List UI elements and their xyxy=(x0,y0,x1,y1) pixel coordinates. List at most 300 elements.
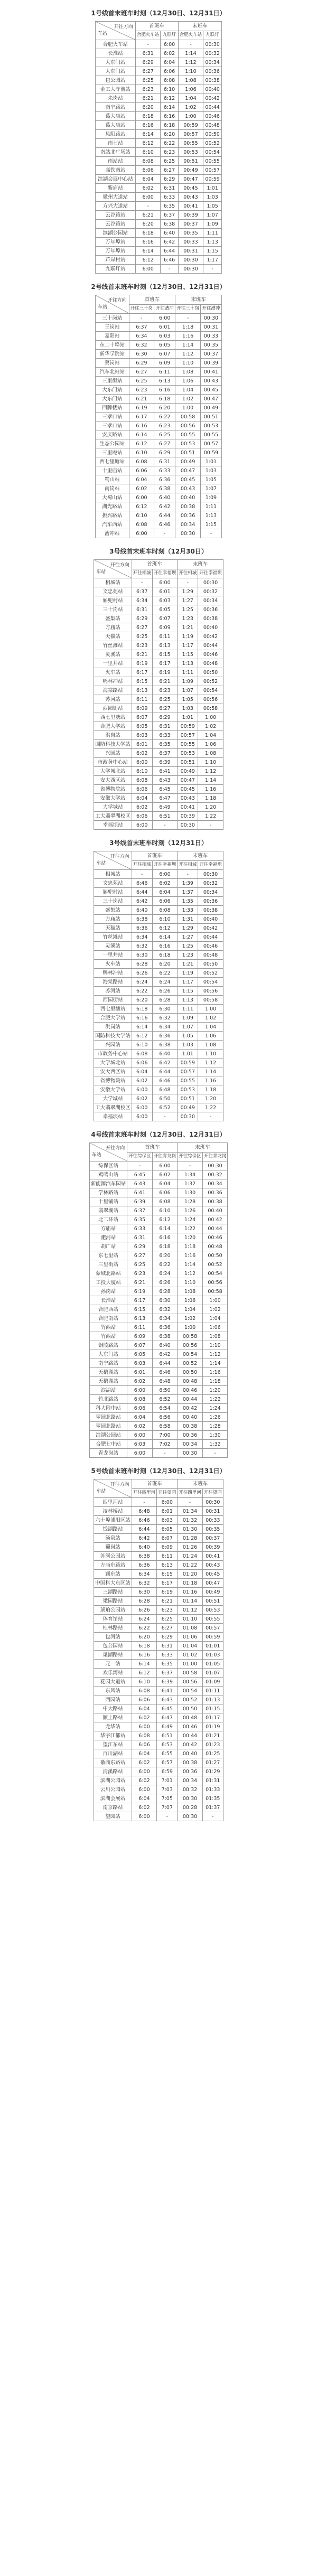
table-row xyxy=(94,668,223,677)
time-cell: 6:08 xyxy=(152,906,178,915)
time-cell: 6:03 xyxy=(157,1516,178,1525)
time-cell: 1:20 xyxy=(202,1386,228,1395)
time-cell: 00:36 xyxy=(178,1767,203,1776)
time-cell: 1:27 xyxy=(178,933,198,942)
time-cell: 6:00 xyxy=(132,1812,157,1821)
time-cell: 6:03 xyxy=(154,332,175,341)
time-cell: 6:27 xyxy=(154,439,175,448)
table-row xyxy=(94,1615,223,1624)
table-row xyxy=(94,1534,223,1543)
station-name: 西园街站 xyxy=(94,704,132,713)
table-row xyxy=(89,1404,228,1413)
time-cell: 1:07 xyxy=(178,686,198,695)
table-row xyxy=(94,1579,223,1588)
time-cell: 6:12 xyxy=(135,256,161,265)
time-cell: 6:03 xyxy=(127,1359,153,1368)
table-row xyxy=(89,1161,228,1170)
station-name: 东风站 xyxy=(94,1687,132,1696)
time-cell: 6:00 xyxy=(127,1449,153,1458)
time-cell: 1:03 xyxy=(203,193,222,202)
time-cell: 1:07 xyxy=(203,211,222,220)
time-cell: 6:27 xyxy=(152,704,178,713)
station-name: 三里街站 xyxy=(89,1260,127,1269)
time-cell: 1:09 xyxy=(178,1014,198,1023)
time-cell: 00:33 xyxy=(178,238,203,247)
time-cell: 00:53 xyxy=(178,148,203,157)
time-cell: 6:08 xyxy=(132,1050,152,1058)
time-cell: 00:35 xyxy=(202,1525,223,1534)
time-cell: 6:19 xyxy=(157,1588,178,1597)
time-cell: 6:10 xyxy=(129,448,154,457)
table-row xyxy=(94,1740,223,1749)
station-name: 苏河公园站 xyxy=(94,1552,132,1561)
time-cell: 6:10 xyxy=(132,1041,152,1050)
table-row xyxy=(94,740,223,749)
table-row xyxy=(94,587,223,596)
station-name: 青龙岗站 xyxy=(89,1449,127,1458)
station-name: 一里井站 xyxy=(94,951,132,960)
table-row xyxy=(94,1776,223,1785)
time-cell: 00:34 xyxy=(202,1179,228,1188)
time-cell: 6:08 xyxy=(161,76,178,85)
time-cell: - xyxy=(132,1498,157,1507)
time-cell: 6:06 xyxy=(135,166,161,175)
time-cell: 00:51 xyxy=(178,758,198,767)
table-row xyxy=(94,1543,223,1552)
table-row xyxy=(89,1350,228,1359)
time-cell: 1:08 xyxy=(202,1332,228,1341)
station-name: 合肥南站 xyxy=(89,1314,127,1323)
time-cell: 01:28 xyxy=(178,1534,203,1543)
time-cell: 00:51 xyxy=(202,1597,223,1606)
direction-header: 开往望园 xyxy=(202,1488,223,1498)
direction-header: 开往幸福坝 xyxy=(152,569,178,578)
time-cell: 00:45 xyxy=(178,184,203,193)
table-row xyxy=(96,413,222,421)
table-row xyxy=(94,1669,223,1678)
time-cell: 00:52 xyxy=(178,1696,203,1704)
table-row xyxy=(89,1179,228,1188)
time-cell: 1:09 xyxy=(203,220,222,229)
time-cell: 6:04 xyxy=(152,1179,178,1188)
time-cell: 01:22 xyxy=(178,1561,203,1570)
time-cell: 00:44 xyxy=(178,1731,203,1740)
time-cell: 6:12 xyxy=(135,139,161,148)
time-cell: 1:16 xyxy=(202,1368,228,1377)
table-row xyxy=(96,421,222,430)
time-cell: 6:10 xyxy=(152,1206,178,1215)
time-cell: 1:13 xyxy=(203,238,222,247)
time-cell: - xyxy=(135,202,161,211)
table-row xyxy=(94,578,223,587)
time-cell: 6:49 xyxy=(157,1722,178,1731)
station-name: 包河站 xyxy=(94,1633,132,1642)
time-cell: 6:29 xyxy=(152,713,178,722)
station-name: 凤阳路站 xyxy=(96,130,136,139)
time-cell: 00:56 xyxy=(202,1278,228,1287)
time-cell: 1:28 xyxy=(178,1197,203,1206)
station-name: 大学城北站 xyxy=(94,767,132,776)
time-cell: 00:40 xyxy=(198,915,223,924)
time-cell: 01:01 xyxy=(202,1642,223,1651)
time-cell: 6:04 xyxy=(161,58,178,67)
time-cell: 1:02 xyxy=(198,722,223,731)
time-cell: 6:32 xyxy=(152,1014,178,1023)
time-cell: 6:02 xyxy=(127,1377,153,1386)
table-row xyxy=(96,112,222,121)
direction-header: 开往漕冲 xyxy=(200,304,221,314)
time-cell: 6:27 xyxy=(132,623,152,632)
time-cell: 6:11 xyxy=(127,1323,153,1332)
time-cell: 1:16 xyxy=(198,1076,223,1085)
direction-header: 开往综保区 xyxy=(178,1152,203,1161)
time-cell: 1:01 xyxy=(178,713,198,722)
time-cell: 6:09 xyxy=(152,623,178,632)
table-row xyxy=(94,704,223,713)
station-name: 合肥西站 xyxy=(89,1305,127,1314)
station-name: 方庙站 xyxy=(89,1224,127,1233)
station-name: 盛集站 xyxy=(94,614,132,623)
time-cell: 00:39 xyxy=(178,812,198,821)
time-cell: 1:08 xyxy=(198,749,223,758)
station-name: 龙华站 xyxy=(94,1722,132,1731)
time-cell: 00:38 xyxy=(198,614,223,623)
time-cell: 1:14 xyxy=(178,49,203,58)
time-cell: 1:13 xyxy=(178,996,198,1005)
station-name: 长淮站 xyxy=(96,49,136,58)
time-cell: 00:54 xyxy=(178,1350,203,1359)
time-cell: 1:02 xyxy=(178,103,203,112)
time-cell: 00:58 xyxy=(198,704,223,713)
station-label: 车站 xyxy=(96,1489,106,1494)
time-cell: 6:42 xyxy=(132,1534,157,1543)
time-cell: 6:42 xyxy=(154,502,175,511)
time-cell: - xyxy=(161,265,178,274)
table-row xyxy=(89,1197,228,1206)
direction-header: 九联圩 xyxy=(161,31,178,40)
station-name: 滨湖公园站 xyxy=(96,229,136,238)
time-cell: 01:37 xyxy=(202,1803,223,1812)
time-cell: 00:30 xyxy=(175,529,201,538)
time-cell: 6:01 xyxy=(154,323,175,332)
station-name: 苏河站 xyxy=(94,987,132,996)
table-row xyxy=(96,439,222,448)
station-name: 百川湖站 xyxy=(94,1749,132,1758)
table-row xyxy=(96,202,222,211)
time-cell: - xyxy=(198,821,223,830)
time-cell: 6:46 xyxy=(132,1516,157,1525)
station-name: 翡翠湖站 xyxy=(89,1206,127,1215)
time-cell: 6:14 xyxy=(129,430,154,439)
station-name: 安大西区站 xyxy=(94,1067,132,1076)
station-name: 苏河站 xyxy=(94,695,132,704)
time-cell: 6:21 xyxy=(129,395,154,404)
time-cell: - xyxy=(152,1112,178,1121)
time-cell: 00:51 xyxy=(178,157,203,166)
time-cell: 1:12 xyxy=(178,58,203,67)
time-cell: 6:00 xyxy=(161,40,178,49)
table-row xyxy=(94,731,223,740)
time-cell: 6:02 xyxy=(135,184,161,193)
time-cell: 6:57 xyxy=(157,1758,178,1767)
time-cell: 6:09 xyxy=(127,1332,153,1341)
station-name: 鸭林冲站 xyxy=(94,969,132,978)
time-cell: 00:58 xyxy=(202,1287,228,1296)
time-cell: 6:40 xyxy=(152,1050,178,1058)
time-cell: 6:04 xyxy=(129,475,154,484)
station-name: 万年埠站 xyxy=(96,247,136,256)
time-cell: 00:30 xyxy=(178,1449,203,1458)
table-row xyxy=(94,641,223,650)
station-name: 斛兜村站 xyxy=(94,596,132,605)
station-name: 颍上路站 xyxy=(94,1713,132,1722)
time-cell: 6:28 xyxy=(152,996,178,1005)
time-cell: 6:08 xyxy=(132,1731,157,1740)
time-cell: 1:12 xyxy=(175,350,201,359)
time-cell: 00:43 xyxy=(178,794,198,803)
direction-header: 九联圩 xyxy=(203,31,222,40)
time-cell: 00:45 xyxy=(178,785,198,794)
time-cell: 00:59 xyxy=(178,722,198,731)
time-cell: 6:02 xyxy=(132,749,152,758)
group-header: 首班车 xyxy=(132,851,178,861)
time-cell: 6:23 xyxy=(132,641,152,650)
time-cell: 6:00 xyxy=(152,870,178,879)
direction-header: 开往三十岗 xyxy=(175,304,201,314)
time-cell: 00:40 xyxy=(178,1413,203,1422)
table-row xyxy=(94,924,223,933)
time-cell: 6:40 xyxy=(132,906,152,915)
table-row xyxy=(89,1206,228,1215)
table-row xyxy=(94,1507,223,1516)
table-row xyxy=(96,58,222,67)
time-cell: 1:11 xyxy=(203,229,222,238)
station-name: 六十埠浦阳区站 xyxy=(94,1516,132,1525)
time-cell: 00:49 xyxy=(175,457,201,466)
time-cell: 6:46 xyxy=(152,1076,178,1085)
table-row xyxy=(96,350,222,359)
time-cell: 00:50 xyxy=(178,1368,203,1377)
time-cell: 6:04 xyxy=(132,1749,157,1758)
station-name: 滨湖会展中心站 xyxy=(96,175,136,184)
timetable-section xyxy=(0,1458,317,1821)
time-cell: 6:00 xyxy=(154,314,175,323)
time-cell: 6:10 xyxy=(132,1678,157,1687)
time-cell: 6:26 xyxy=(132,969,152,978)
time-cell: 1:04 xyxy=(178,1305,203,1314)
timetable-section xyxy=(0,538,317,830)
table-row xyxy=(89,1332,228,1341)
station-name: 三里庵站 xyxy=(96,448,129,457)
time-cell: 00:59 xyxy=(178,121,203,130)
station-name: 四里河站 xyxy=(94,1498,132,1507)
table-row xyxy=(96,493,222,502)
table-row xyxy=(94,659,223,668)
table-row xyxy=(89,1296,228,1305)
time-cell: 6:00 xyxy=(132,1112,152,1121)
table-row xyxy=(94,1525,223,1534)
time-cell: 00:32 xyxy=(178,1785,203,1794)
time-cell: 6:36 xyxy=(152,1323,178,1332)
time-cell: 6:02 xyxy=(132,1758,157,1767)
station-name: 综保区站 xyxy=(89,1161,127,1170)
timetable xyxy=(89,1142,228,1458)
time-cell: 00:30 xyxy=(178,256,203,265)
direction-label: 开往方向 xyxy=(114,24,133,30)
time-cell: 01:18 xyxy=(178,1579,203,1588)
time-cell: 6:40 xyxy=(152,1341,178,1350)
table-row xyxy=(89,1251,228,1260)
time-cell: 6:16 xyxy=(129,421,154,430)
time-cell: 00:55 xyxy=(175,430,201,439)
time-cell: 01:31 xyxy=(202,1776,223,1785)
time-cell: - xyxy=(152,1449,178,1458)
station-name: 芦岸村站 xyxy=(96,256,136,265)
time-cell: 00:57 xyxy=(202,1624,223,1633)
time-cell: 6:33 xyxy=(127,1224,153,1233)
time-cell: 6:44 xyxy=(132,888,152,897)
table-row xyxy=(89,1413,228,1422)
table-row xyxy=(96,148,222,157)
time-cell: 1:17 xyxy=(178,978,198,987)
time-cell: 6:00 xyxy=(135,265,161,274)
time-cell: 6:20 xyxy=(132,1633,157,1642)
station-name: 天猫站 xyxy=(94,632,132,641)
time-cell: 6:09 xyxy=(157,1543,178,1552)
time-cell: 6:45 xyxy=(157,1704,178,1713)
time-cell: 6:32 xyxy=(129,341,154,350)
table-row xyxy=(89,1359,228,1368)
table-row xyxy=(94,1794,223,1803)
time-cell: 6:04 xyxy=(132,794,152,803)
time-cell: 00:59 xyxy=(202,1633,223,1642)
time-cell: 1:09 xyxy=(200,493,221,502)
table-row xyxy=(96,386,222,395)
time-cell: 1:06 xyxy=(175,377,201,386)
station-name: 钱湖路站 xyxy=(94,1525,132,1534)
time-cell: 6:38 xyxy=(161,220,178,229)
time-cell: 6:43 xyxy=(127,1179,153,1188)
header-corner xyxy=(94,1479,132,1498)
station-name: 长淮站 xyxy=(89,1296,127,1305)
time-cell: 1:05 xyxy=(200,475,221,484)
time-cell: 6:44 xyxy=(161,247,178,256)
time-cell: 6:36 xyxy=(132,1561,157,1570)
time-cell: 6:31 xyxy=(157,1642,178,1651)
table-row xyxy=(94,1785,223,1794)
station-label: 车站 xyxy=(96,569,106,575)
time-cell: 1:35 xyxy=(178,897,198,906)
time-cell: 6:52 xyxy=(152,1103,178,1112)
table-row xyxy=(89,1395,228,1404)
time-cell: 6:25 xyxy=(157,1615,178,1624)
time-cell: 00:42 xyxy=(178,1740,203,1749)
time-cell: 00:46 xyxy=(178,1386,203,1395)
time-cell: 6:16 xyxy=(152,942,178,951)
time-cell: 01:12 xyxy=(178,1606,203,1615)
time-cell: 6:06 xyxy=(132,1696,157,1704)
time-cell: 00:52 xyxy=(198,969,223,978)
table-row xyxy=(94,1660,223,1669)
table-row xyxy=(96,368,222,377)
station-name: 四牌楼站 xyxy=(96,404,129,413)
direction-header: 开往综保区 xyxy=(127,1152,153,1161)
time-cell: 1:02 xyxy=(198,1014,223,1023)
time-cell: 6:56 xyxy=(152,1413,178,1422)
table-row xyxy=(89,1323,228,1332)
table-row xyxy=(94,1570,223,1579)
time-cell: 6:02 xyxy=(129,484,154,493)
station-name: 蔡岗站 xyxy=(96,359,129,368)
time-cell: - xyxy=(178,40,203,49)
station-name: 火车站 xyxy=(94,668,132,677)
table-row xyxy=(94,879,223,888)
time-cell: 1:00 xyxy=(178,112,203,121)
time-cell: 6:00 xyxy=(127,1431,153,1440)
station-name: 葛大店站 xyxy=(96,121,136,130)
direction-header: 开往漕冲 xyxy=(154,304,175,314)
time-cell: 1:19 xyxy=(178,632,198,641)
time-cell: 6:00 xyxy=(135,193,161,202)
time-cell: 6:38 xyxy=(152,1332,178,1341)
table-row xyxy=(94,776,223,785)
time-cell: 01:19 xyxy=(202,1722,223,1731)
table-row xyxy=(94,1014,223,1023)
time-cell: 6:13 xyxy=(157,1561,178,1570)
time-cell: 6:18 xyxy=(132,1005,152,1014)
time-cell: 00:57 xyxy=(203,166,222,175)
timetable-section xyxy=(0,830,317,1121)
table-row xyxy=(96,166,222,175)
time-cell: 00:30 xyxy=(198,578,223,587)
direction-header: 开往相城 xyxy=(178,569,198,578)
time-cell: 00:48 xyxy=(198,951,223,960)
table-row xyxy=(94,1085,223,1094)
table-row xyxy=(96,377,222,386)
time-cell: 6:05 xyxy=(157,1525,178,1534)
time-cell: 6:10 xyxy=(132,767,152,776)
time-cell: 01:20 xyxy=(178,1570,203,1579)
group-header: 首班车 xyxy=(135,22,178,31)
time-cell: 6:12 xyxy=(161,94,178,103)
table-row xyxy=(94,1758,223,1767)
time-cell: 1:05 xyxy=(203,202,222,211)
section-title: 5号线首末班车时刻（12月30日、12月31日） xyxy=(91,1467,226,1475)
direction-header: 开往幸福坝 xyxy=(198,569,223,578)
time-cell: 6:32 xyxy=(132,942,152,951)
time-cell: 00:31 xyxy=(178,247,203,256)
table-row xyxy=(96,448,222,457)
time-cell: 00:42 xyxy=(203,94,222,103)
time-cell: 1:08 xyxy=(178,76,203,85)
time-cell: 6:38 xyxy=(132,915,152,924)
time-cell: 6:42 xyxy=(132,897,152,906)
table-row xyxy=(94,1041,223,1050)
time-cell: 00:31 xyxy=(200,323,221,332)
time-cell: 1:01 xyxy=(178,1050,198,1058)
time-cell: 6:36 xyxy=(152,1032,178,1041)
direction-header: 合肥火车站 xyxy=(135,31,161,40)
time-cell: 1:30 xyxy=(178,1188,203,1197)
station-name: 兴园站 xyxy=(94,749,132,758)
timetable-section xyxy=(0,1121,317,1458)
time-cell: 6:29 xyxy=(157,1633,178,1642)
table-row xyxy=(94,1050,223,1058)
time-cell: 00:46 xyxy=(202,1233,228,1242)
station-name: 安徽大学站 xyxy=(94,1085,132,1094)
table-row xyxy=(89,1305,228,1314)
time-cell: 6:13 xyxy=(154,377,175,386)
